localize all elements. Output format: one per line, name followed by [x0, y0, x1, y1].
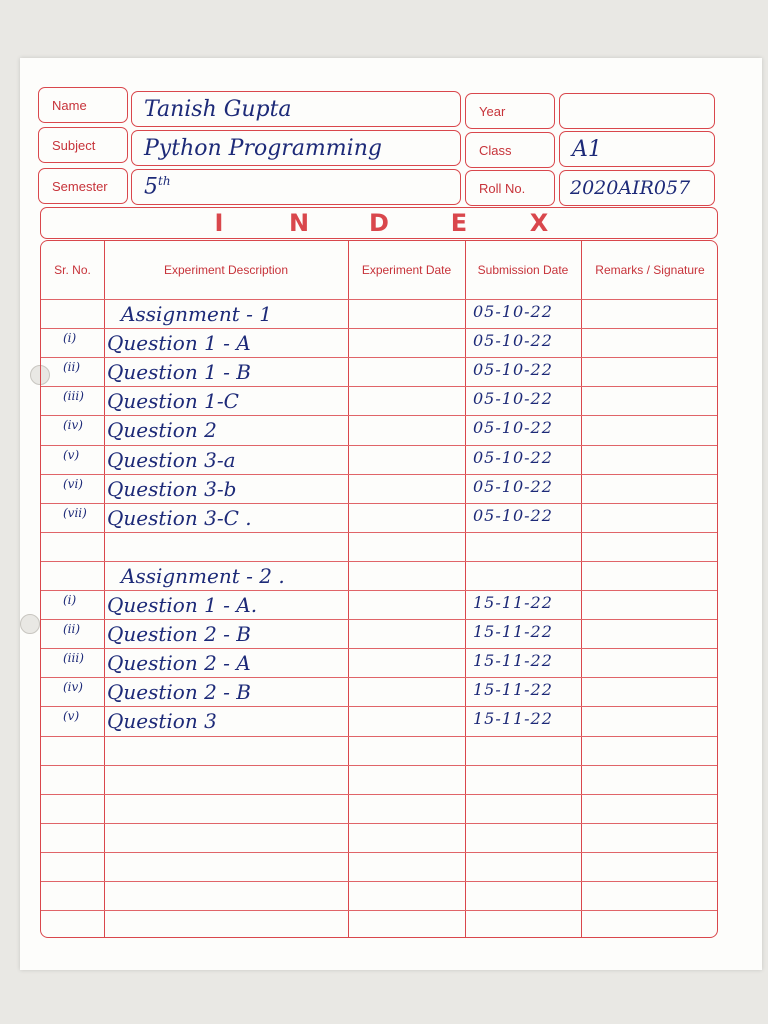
subject-value: Python Programming [144, 135, 382, 161]
col-header-description: Experiment Description [163, 263, 289, 277]
name-label-box [38, 87, 128, 123]
subject-label: Subject [52, 137, 96, 153]
rollno-label: Roll No. [479, 180, 526, 196]
row-description: Question 3-C . [107, 505, 252, 530]
row-divider [41, 736, 717, 737]
year-label: Year [479, 103, 506, 119]
row-submission-date: 15-11-22 [473, 593, 553, 612]
semester-value: 5th [144, 174, 171, 200]
index-letter: N [288, 209, 310, 237]
row-divider [41, 328, 717, 329]
semester-field [131, 169, 461, 205]
header-divider [41, 299, 717, 300]
class-label: Class [479, 142, 512, 158]
row-divider [41, 386, 717, 387]
row-description: Question 2 [107, 418, 217, 443]
row-divider [41, 881, 717, 882]
index-table [40, 240, 718, 938]
row-submission-date: 15-11-22 [473, 680, 553, 700]
row-divider [41, 706, 717, 707]
column-divider [348, 241, 349, 937]
row-divider [41, 474, 717, 475]
row-sr-number: (iii) [63, 389, 84, 404]
rollno-label-box [465, 170, 555, 206]
row-submission-date: 05-10-22 [473, 505, 553, 525]
row-divider [41, 590, 717, 591]
row-divider [41, 794, 717, 795]
row-description: Question 3-b [107, 476, 237, 501]
row-divider [41, 561, 717, 562]
row-submission-date: 05-10-22 [473, 476, 553, 496]
row-sr-number: (ii) [63, 622, 81, 637]
row-submission-date: 05-10-22 [473, 389, 553, 409]
subject-label-box [38, 127, 128, 163]
row-divider [41, 619, 717, 620]
col-header-experiment-date: Experiment Date [361, 263, 452, 277]
row-description: Question 2 - A [107, 651, 251, 676]
row-description: Question 2 - B [107, 622, 251, 647]
row-divider [41, 765, 717, 766]
row-sr-number: (v) [63, 709, 80, 724]
col-header-sr: Sr. No. [54, 263, 91, 277]
row-sr-number: (iv) [63, 418, 83, 433]
name-value: Tanish Gupta [144, 96, 292, 122]
row-submission-date: 05-10-22 [473, 302, 553, 321]
row-divider [41, 677, 717, 678]
row-divider [41, 852, 717, 853]
row-submission-date: 15-11-22 [473, 622, 553, 642]
row-sr-number: (vii) [63, 505, 87, 520]
row-sr-number: (vi) [63, 476, 83, 491]
column-divider [104, 241, 105, 937]
row-description: Question 3-a [107, 447, 236, 472]
row-description: Question 2 - B [107, 680, 251, 705]
row-description: Question 3 [107, 709, 217, 734]
index-letter: E [450, 209, 468, 237]
semester-label-box [38, 168, 128, 204]
row-divider [41, 357, 717, 358]
row-sr-number: (i) [63, 331, 77, 346]
row-divider [41, 415, 717, 416]
class-field [559, 131, 715, 167]
col-header-submission-date: Submission Date [477, 263, 569, 277]
row-description: Question 1-C [107, 389, 239, 414]
year-field [559, 93, 715, 129]
rollno-field [559, 170, 715, 206]
row-sr-number: (iii) [63, 651, 84, 666]
row-sr-number: (ii) [63, 360, 81, 375]
col-header-remarks: Remarks / Signature [595, 263, 705, 277]
row-submission-date: 15-11-22 [473, 651, 553, 671]
name-field [131, 91, 461, 127]
index-letter: I [214, 209, 224, 237]
row-submission-date: 05-10-22 [473, 360, 553, 380]
row-divider [41, 648, 717, 649]
index-letter: X [529, 209, 549, 237]
class-value: A1 [572, 136, 602, 162]
row-submission-date: 15-11-22 [473, 709, 553, 729]
row-sr-number: (v) [63, 447, 80, 462]
row-divider [41, 532, 717, 533]
row-description: Question 1 - B [107, 360, 251, 385]
index-title-bar [40, 207, 718, 239]
rollno-value: 2020AIR057 [570, 177, 691, 199]
row-description: Question 1 - A [107, 331, 251, 356]
row-sr-number: (iv) [63, 680, 83, 695]
row-sr-number: (i) [63, 593, 77, 607]
row-submission-date: 05-10-22 [473, 447, 553, 467]
row-description: Assignment - 2 . [121, 563, 285, 588]
row-divider [41, 823, 717, 824]
row-submission-date: 05-10-22 [473, 331, 553, 351]
row-divider [41, 503, 717, 504]
column-divider [465, 241, 466, 937]
punch-hole-bottom [20, 614, 40, 634]
index-letter: D [369, 209, 389, 237]
row-divider [41, 910, 717, 911]
column-divider [581, 241, 582, 937]
row-submission-date: 05-10-22 [473, 418, 553, 438]
row-divider [41, 445, 717, 446]
subject-field [131, 130, 461, 166]
name-label: Name [52, 97, 87, 113]
row-description: Question 1 - A. [107, 593, 258, 617]
class-label-box [465, 132, 555, 168]
row-description: Assignment - 1 [121, 302, 272, 326]
year-label-box [465, 93, 555, 129]
semester-label: Semester [52, 178, 108, 194]
